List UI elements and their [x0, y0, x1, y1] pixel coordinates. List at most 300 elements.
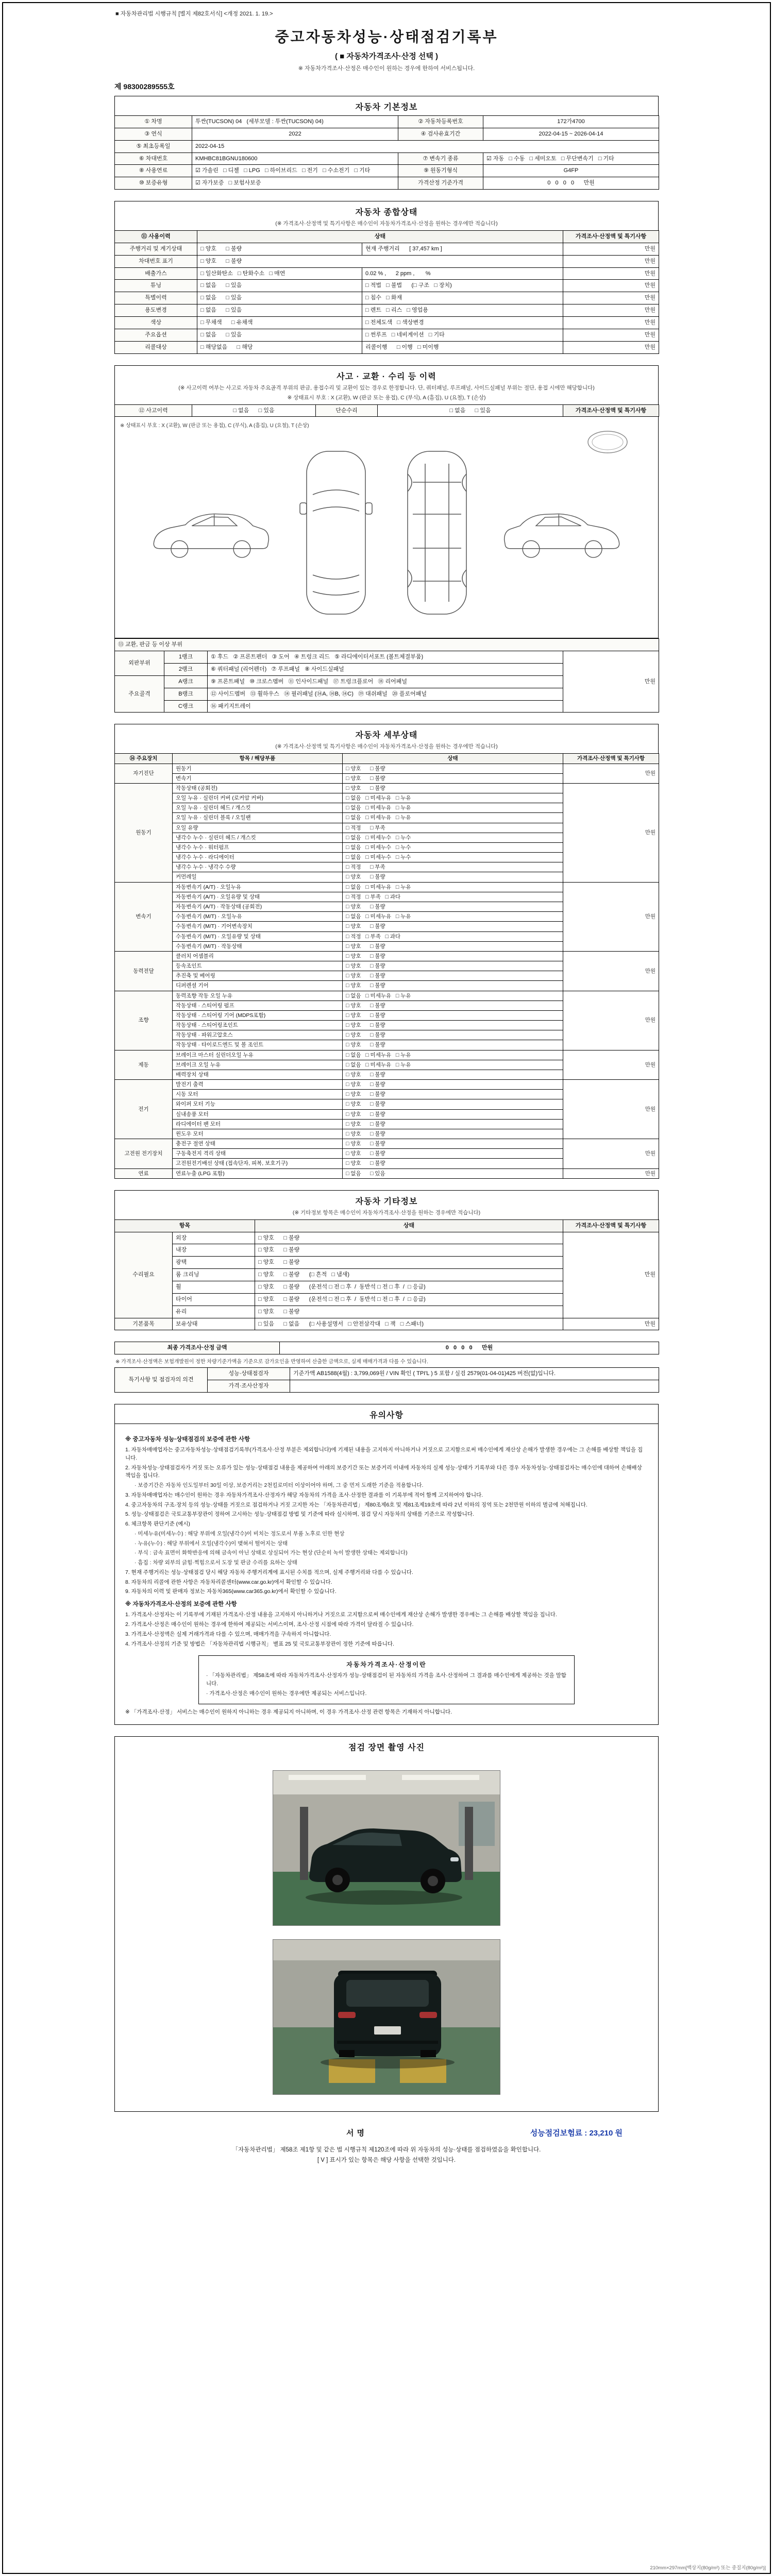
table-cell: □ 전체도색 □ 색상변경	[362, 316, 563, 329]
list-item: 2. 자동차성능·상태점검자가 거짓 또는 오류가 있는 성능·상태점검 내용을 제공하여 아래의 보증기간 또는 보증거리 이내에 자동차의 실제 성능·상태가 기록부와 다른 경우 자동차성능·상태점검자는 매수인에 대하여 손해배상 책임을 집니다.	[125, 1464, 642, 1479]
table-cell: 만원	[563, 255, 659, 267]
table-cell: ④ 검사유효기간	[398, 128, 483, 140]
list-item: 3. 자동차매매업자는 매수인이 원하는 경우 자동차가격조사·산정자가 해당 자동차의 가격을 조사·산정한 결과를 이 기록부에 적어 함께 고지하여야 합니다.	[125, 1492, 483, 1498]
accident-note-2: ※ 상태표시 부호 : X (교환), W (판금 또는 용접), C (부식), A (흠집), U (요철), T (손상)	[287, 394, 486, 401]
accident-title-bar	[114, 365, 659, 404]
section-detail-state	[114, 724, 659, 1178]
table-cell: 타이어	[173, 1293, 255, 1306]
table-cell: 연료누출 (LPG 포함)	[173, 1168, 343, 1178]
table-row	[115, 255, 659, 267]
table-cell: □ 없음 □ 미세누유 □ 누유	[343, 991, 563, 1001]
table-cell: □ 없음 □ 미세누수 □ 누수	[343, 853, 563, 862]
table-cell: 동력전달	[115, 951, 173, 991]
final-price-label: 최종 가격조사·산정 금액	[115, 1342, 280, 1354]
table-cell: 냉각수 누수 · 냉각수 수량	[173, 862, 343, 872]
final-price-table	[114, 1342, 659, 1354]
table-cell: □ 양호 □ 불량	[343, 1139, 563, 1149]
table-cell: □ 없음 □ 미세누유 □ 누유	[343, 882, 563, 892]
car-side-right-diagram	[499, 497, 628, 569]
table-row	[115, 991, 659, 1001]
overall-title-bar	[114, 201, 659, 230]
table-cell: □ 해당없음 □ 해당	[197, 341, 362, 353]
table-row	[115, 951, 659, 961]
table-cell: □ 없음 □ 있음	[197, 292, 362, 304]
table-cell: 만원	[563, 243, 659, 255]
table-cell: □ 양호 □ 불량	[343, 971, 563, 981]
table-cell: □ 양호 □ 불량	[343, 1030, 563, 1040]
engine-type-value: G4FP	[483, 165, 659, 177]
photos-area	[114, 1756, 659, 2112]
table-cell: □ 양호 □ 불량	[255, 1244, 563, 1257]
section-overall-state	[114, 201, 659, 353]
warranty-options: ☑ 자가보증 □ 보험사보증	[192, 177, 398, 190]
table-cell: □ 양호 □ 불량 (□ 흔적 □ 냄새)	[255, 1269, 563, 1281]
table-cell: □ 양호 □ 불량	[343, 764, 563, 773]
table-cell: ⑧ 사용연료	[115, 165, 192, 177]
inspection-insurance-fee: 성능점검보험료 : 23,210 원	[530, 2129, 623, 2138]
table-cell: 작동상태 · 파워고압호스	[173, 1030, 343, 1040]
table-cell: 작동상태 · 스티어링조인트	[173, 1021, 343, 1030]
table-cell: □ 양호 □ 불량	[343, 1119, 563, 1129]
table-cell: 자동변속기 (A/T) · 오일누유	[173, 882, 343, 892]
inspection-photo-rear	[273, 1939, 500, 2095]
table-row	[115, 1232, 659, 1244]
section-basic-info	[114, 96, 659, 190]
table-cell: □ 없음 □ 있음	[197, 304, 362, 317]
model-year-value: 2022	[192, 128, 398, 140]
table-cell: □ 양호 □ 불량	[343, 1001, 563, 1010]
table-cell: 리콜대상	[115, 341, 197, 353]
table-cell: 구동축전지 격리 상태	[173, 1149, 343, 1159]
table-cell: □ 양호 □ 불량	[343, 1109, 563, 1119]
table-row	[115, 783, 659, 793]
table-cell: 휠	[173, 1281, 255, 1294]
inspection-period-value: 2022-04-15 ~ 2026-04-14	[483, 128, 659, 140]
table-cell: C랭크	[164, 700, 208, 713]
table-cell: 등속조인트	[173, 961, 343, 971]
table-cell: 리콜이행 □ 이행 □ 미이행	[362, 341, 563, 353]
table-cell: 가격조사·산정액 및 특기사항	[563, 404, 659, 417]
table-cell: 만원	[563, 267, 659, 280]
table-cell: 단순수리	[316, 404, 378, 417]
table-cell: 만원	[563, 783, 659, 882]
table-row	[115, 165, 659, 177]
base-price-value: 0 0 0 0 만원	[483, 177, 659, 190]
plate-label: ② 자동차등록번호	[398, 116, 483, 128]
table-cell: ③ 연식	[115, 128, 192, 140]
table-cell: 작동상태 (공회전)	[173, 783, 343, 793]
overall-state-table	[114, 230, 659, 353]
table-cell: 변속기	[173, 773, 343, 783]
table-cell: 만원	[563, 1232, 659, 1318]
list-item: · 보증기간은 자동차 인도일부터 30일 이상, 보증거리는 2천킬로미터 이상이어야 하며, 그 중 먼저 도래한 기준을 적용합니다.	[135, 1482, 424, 1489]
table-cell: □ 침수 □ 화재	[362, 292, 563, 304]
table-cell: 색상	[115, 316, 197, 329]
detail-note: (※ 가격조사·산정액 및 특기사항은 매수인이 자동차가격조사·산정을 원하는 경우에만 적습니다)	[275, 743, 498, 750]
table-cell: □ 양호 □ 불량	[255, 1257, 563, 1269]
table-cell: □ 양호 □ 불량	[343, 1080, 563, 1090]
notice-title-bar	[114, 1404, 659, 1423]
table-cell: 내장	[173, 1244, 255, 1257]
definition-box-title: 자동차가격조사·산정이란	[346, 1661, 427, 1669]
list-item: 2. 가격조사·산정은 매수인이 원하는 경우에 한하여 제공되는 서비스이며, 조사·산정 시점에 따라 가격이 달라질 수 있습니다.	[125, 1621, 414, 1628]
table-cell: 발전기 출력	[173, 1080, 343, 1090]
table-cell: □ 없음 □ 미세누유 □ 누유	[343, 793, 563, 803]
table-cell: 냉각수 누수 · 워터펌프	[173, 842, 343, 852]
detail-title: 자동차 세부상태	[355, 731, 418, 740]
table-cell: 만원	[563, 1139, 659, 1169]
table-cell: □ 없음 □ 미세누수 □ 누수	[343, 842, 563, 852]
overall-title: 자동차 종합상태	[355, 208, 418, 217]
table-cell: 커먼레일	[173, 872, 343, 882]
table-cell: 만원	[563, 329, 659, 341]
table-row	[115, 316, 659, 329]
table-cell: □ 양호 □ 불량	[343, 1129, 563, 1139]
table-cell: 와이퍼 모터 기능	[173, 1099, 343, 1109]
table-cell: □ 없음 □ 미세누유 □ 누유	[343, 1050, 563, 1060]
list-item: 4. 가격조사·산정의 기준 및 방법은 「자동차관리법 시행규칙」 별표 25 및 국토교통부장관이 정한 기준에 따릅니다.	[125, 1640, 394, 1647]
table-cell: 냉각수 누수 · 라디에이터	[173, 853, 343, 862]
list-item: · 흠집 : 차량 외부의 긁힘·찍힘으로서 도장 및 판금 수리를 요하는 상태	[135, 1560, 297, 1566]
inspection-photo-front	[273, 1770, 500, 1926]
table-cell: 냉각수 누수 · 실린더 헤드 / 개스킷	[173, 833, 343, 842]
table-row	[115, 243, 659, 255]
table-cell: □ 양호 □ 불량	[343, 1090, 563, 1099]
table-cell: □ 없음 □ 있음	[378, 404, 563, 417]
table-cell: □ 양호 □ 불량	[343, 1021, 563, 1030]
table-cell: 변속기	[115, 882, 173, 951]
table-cell: B랭크	[164, 688, 208, 700]
signature-label: 서명	[346, 2129, 367, 2138]
table-cell: ⑤ 최초등록일	[115, 140, 192, 152]
table-cell: 만원	[563, 1168, 659, 1178]
table-cell: 브레이크 오일 누유	[173, 1060, 343, 1070]
transmission-options: ☑ 자동 □ 수동 □ 세미오토 □ 무단변속기 □ 기타	[483, 152, 659, 165]
section-inspection-photos	[114, 1736, 659, 2112]
table-row	[115, 304, 659, 317]
table-row	[115, 177, 659, 190]
table-cell: 클러치 어셈블리	[173, 951, 343, 961]
table-cell: 작동상태 · 타이로드엔드 및 볼 조인트	[173, 1040, 343, 1050]
accident-flag-table	[114, 404, 659, 417]
table-cell: ⑩ 보증유형	[115, 177, 192, 190]
table-row	[115, 140, 659, 152]
table-cell: 수동변속기 (M/T) · 기어변속장치	[173, 922, 343, 931]
table-cell: 주요골격	[115, 675, 164, 713]
basic-info-title: 자동차 기본정보	[355, 103, 418, 112]
table-cell: ⑯ 패키지트레이	[208, 700, 563, 713]
table-cell: 만원	[563, 316, 659, 329]
table-row	[115, 639, 659, 651]
list-item: 9. 자동차의 이력 및 판매자 정보는 자동차365(www.car365.go.kr)에서 확인할 수 있습니다.	[125, 1588, 337, 1595]
photos-title-bar	[114, 1736, 659, 1756]
table-cell: ⑫ 사이드멤버 ⑬ 휠하우스 ⑭ 필러패널 (⑭A, ⑭B, ⑭C) ⑲ 대쉬패널 ⑳ 플로어패널	[208, 688, 563, 700]
table-cell: 수동변속기 (M/T) · 오일누유	[173, 912, 343, 922]
section-accident-history	[114, 365, 659, 713]
table-cell: 만원	[563, 764, 659, 783]
table-cell: 자동변속기 (A/T) · 작동상태 (공회전)	[173, 902, 343, 911]
table-row	[115, 764, 659, 773]
table-cell: 만원	[563, 1318, 659, 1330]
table-cell: □ 렌트 □ 리스 □ 영업용	[362, 304, 563, 317]
table-cell: 외장	[173, 1232, 255, 1244]
table-cell: □ 양호 □ 불량	[197, 243, 362, 255]
table-cell: 배력장치 상태	[173, 1070, 343, 1079]
signature-row	[130, 2127, 643, 2138]
table-cell: 특기사항 및 점검자의 의견	[115, 1368, 208, 1393]
table-row	[115, 280, 659, 292]
table-cell: □ 양호 □ 불량	[255, 1232, 563, 1244]
emission-values: 0.02 % , 2 ppm , %	[362, 267, 563, 280]
car-side-left-diagram	[145, 497, 274, 569]
table-cell: 오일 누유 · 실린더 커버 (로커암 커버)	[173, 793, 343, 803]
table-cell: 전기	[115, 1080, 173, 1139]
table-cell: 충전구 절연 상태	[173, 1139, 343, 1149]
table-row	[115, 1368, 659, 1380]
table-cell: 가격조사·산정액 및 특기사항	[563, 231, 659, 243]
list-item: 7. 현재 주행거리는 성능·상태점검 당시 해당 자동차 주행거리계에 표시된 수치를 적으며, 실제 주행거리와 다를 수 있습니다.	[125, 1569, 413, 1575]
table-row	[115, 329, 659, 341]
table-cell: 항목	[115, 1219, 255, 1232]
table-cell: 차대번호 표기	[115, 255, 197, 267]
table-row	[115, 128, 659, 140]
accident-note-1: (※ 사고이력 여부는 사고로 자동차 주요골격 부위의 판금, 용접수리 및 교환이 있는 경우로 한정합니다. 단, 쿼터패널, 루프패널, 사이드실패널 부위는 절단, 용접 시에만 해당합니다)	[178, 384, 595, 391]
accident-title: 사고 · 교환 · 수리 등 이력	[337, 372, 436, 381]
final-price-value: 0 0 0 0 만원	[280, 1342, 659, 1354]
table-row	[115, 1168, 659, 1178]
table-cell: 가격조사·산정액 및 특기사항	[563, 754, 659, 764]
vin-value: KMHBC81BGNU180600	[192, 152, 398, 165]
table-cell: 만원	[563, 991, 659, 1050]
table-cell: 원동기	[115, 783, 173, 882]
table-cell: □ 양호 □ 불량	[343, 922, 563, 931]
table-cell: 튜닝	[115, 280, 197, 292]
table-row	[115, 1050, 659, 1060]
basic-info-table	[114, 115, 659, 190]
notice-list-1	[125, 1446, 648, 1596]
table-cell: 유리	[173, 1306, 255, 1318]
table-cell: □ 양호 □ 불량 (운전석 □ 전 □ 후 / 동반석 □ 전 □ 후 / □ 응급)	[255, 1281, 563, 1294]
table-cell: ⑥ 쿼터패널 (리어펜더) ⑦ 루프패널 ⑧ 사이드실패널	[208, 664, 563, 676]
final-price-note: ※ 가격조사·산정액은 보험개발원이 정한 차량기준가액을 기준으로 감가요인을 반영하여 산출한 금액으로, 실제 매매가격과 다를 수 있습니다.	[115, 1359, 428, 1365]
table-cell: ① 후드 ② 프론트펜더 ③ 도어 ④ 트렁크 리드 ⑤ 라디에이터서포트 (볼트체결부품)	[208, 651, 563, 664]
table-cell: □ 양호 □ 불량	[343, 773, 563, 783]
table-cell: 만원	[563, 1080, 659, 1139]
table-cell: □ 없음 □ 있음	[197, 280, 362, 292]
table-cell: □ 양호 □ 불량	[343, 1159, 563, 1168]
table-cell	[290, 1380, 659, 1393]
table-cell: 가격산정 기준가격	[398, 177, 483, 190]
table-cell: 디퍼렌셜 기어	[173, 981, 343, 991]
inspector-remark: 기준가액 AB1588(4월) : 3,799,069원 / VIN 확인 ( TPI'L ) 5 포함 / 실검 2579(01-04-01)425 버전(없)입니다.	[290, 1368, 659, 1380]
list-item: · 미세누유(미세누수) : 해당 부위에 오일(냉각수)이 비치는 정도로서 부품 노후로 인한 현상	[135, 1530, 345, 1537]
diagram-legend-note: ※ 상태표시 부호 : X (교환), W (판금 또는 용접), C (부식), A (흠집), U (요철), T (손상)	[120, 423, 309, 429]
table-cell: 1랭크	[164, 651, 208, 664]
table-cell: 만원	[563, 951, 659, 991]
table-cell: □ 양호 □ 불량	[343, 1149, 563, 1159]
table-cell: □ 없음 □ 있음	[197, 329, 362, 341]
basic-info-title-bar	[114, 96, 659, 115]
table-cell: 윈도우 모터	[173, 1129, 343, 1139]
table-cell: □ 양호 □ 불량	[343, 951, 563, 961]
table-cell: □ 양호 □ 불량	[343, 961, 563, 971]
table-cell: ⑭ 주요장치	[115, 754, 173, 764]
table-cell: □ 적정 □ 부족 □ 과다	[343, 892, 563, 902]
list-item: 4. 중고자동차의 구조·장치 등의 성능·상태를 거짓으로 점검하거나 거짓 고지한 자는 「자동차관리법」 제80조제6호 및 제81조제19호에 따라 2년 이하의 징역 또는 2천만원 이하의 벌금에 처해집니다.	[125, 1501, 587, 1508]
table-cell: 용도변경	[115, 304, 197, 317]
table-cell: □ 없음 □ 미세누유 □ 누유	[343, 803, 563, 813]
table-cell: □ 없음 □ 있음	[343, 1168, 563, 1178]
table-cell: 만원	[563, 1050, 659, 1080]
table-cell: □ 양호 □ 불량	[343, 783, 563, 793]
section-notice	[114, 1404, 659, 1725]
table-cell: 라디에이터 팬 모터	[173, 1119, 343, 1129]
table-row	[115, 341, 659, 353]
table-cell: 2랭크	[164, 664, 208, 676]
photo-front-quarter-view	[273, 1771, 500, 1925]
table-cell: 만원	[563, 280, 659, 292]
table-row	[115, 882, 659, 892]
table-cell: □ 일산화탄소 □ 탄화수소 □ 매연	[197, 267, 362, 280]
table-cell: ⑨ 프론트패널 ⑩ 크로스멤버 ⑪ 인사이드패널 ⑰ 트렁크플로어 ⑱ 리어패널	[208, 675, 563, 688]
table-cell: 배출가스	[115, 267, 197, 280]
document-page	[114, 0, 659, 2166]
table-row	[115, 651, 659, 664]
list-item: · 가격조사·산정은 매수인이 원하는 경우에만 제공되는 서비스입니다.	[206, 1690, 367, 1697]
remark-table	[114, 1367, 659, 1393]
table-cell: 원동기	[173, 764, 343, 773]
accident-rank-table	[114, 638, 659, 713]
table-cell: 성능·상태점검자	[208, 1368, 290, 1380]
table-cell: □ 있음 □ 없음 (□ 사용설명서 □ 안전삼각대 □ 잭 □ 스패너)	[255, 1318, 563, 1330]
table-row	[115, 1219, 659, 1232]
table-cell: 작동상태 · 스티어링 기어 (MDPS포함)	[173, 1010, 343, 1020]
photo-rear-view	[273, 1940, 500, 2094]
list-item: 1. 자동차매매업자는 중고자동차성능·상태점검기록부(가격조사·산정 부분은 제외합니다)에 기재된 내용을 고지하지 아니하거나 거짓으로 고지함으로써 매수인에게 재산상 손해가 발생한 경우에는 그 손해를 배상할 책임을 집니다.	[125, 1447, 643, 1461]
table-cell: 만원	[563, 292, 659, 304]
table-cell: □ 없음 □ 있음	[192, 404, 316, 417]
table-row	[115, 1342, 659, 1354]
car-underbody-diagram	[398, 445, 476, 620]
table-row	[115, 267, 659, 280]
table-cell: 오일 누유 · 실린더 헤드 / 개스킷	[173, 803, 343, 813]
fuel-options: ☑ 가솔린 □ 디젤 □ LPG □ 하이브리드 □ 전기 □ 수소전기 □ 기타	[192, 165, 398, 177]
price-assessment-definition-box	[198, 1655, 575, 1704]
table-cell: ⑫ 사고이력	[115, 404, 192, 417]
page-subtitle: ( ■ 자동차가격조사·산정 선택 )	[334, 52, 439, 61]
section-misc-info	[114, 1190, 659, 1331]
detail-title-bar	[114, 724, 659, 753]
table-cell: □ 양호 □ 불량	[197, 255, 563, 267]
legal-line-2: [ V ] 표시가 있는 항목은 해당 사항을 선택한 것입니다.	[317, 2157, 456, 2163]
table-cell: A랭크	[164, 675, 208, 688]
table-cell: 외판부위	[115, 651, 164, 676]
first-registration-value: 2022-04-15	[192, 140, 659, 152]
table-cell: 특별이력	[115, 292, 197, 304]
table-cell: □ 없음 □ 미세누유 □ 누유	[343, 813, 563, 823]
detail-state-table	[114, 753, 659, 1178]
misc-title: 자동차 기타정보	[355, 1197, 418, 1206]
table-cell: 수동변속기 (M/T) · 오일유량 및 상태	[173, 931, 343, 941]
misc-info-table	[114, 1219, 659, 1331]
inspection-stamp-icon	[586, 429, 629, 455]
table-cell: 수동변속기 (M/T) · 작동상태	[173, 941, 343, 951]
table-cell: 조향	[115, 991, 173, 1050]
table-row	[115, 1139, 659, 1149]
table-cell: ⑥ 차대번호	[115, 152, 192, 165]
document-number: 제 98300289555호	[114, 82, 175, 91]
table-cell: □ 양호 □ 불량	[343, 1040, 563, 1050]
legal-confirmation	[114, 2145, 659, 2165]
car-damage-diagram-box	[114, 417, 659, 638]
car-top-view-diagram	[297, 445, 375, 620]
misc-note: (※ 기타정보 항목은 매수인이 자동차가격조사·산정을 원하는 경우에만 적습니다)	[292, 1209, 481, 1216]
page-title: 중고자동차성능·상태점검기록부	[275, 29, 498, 45]
table-cell: 오일 누유 · 실린더 블록 / 오일팬	[173, 813, 343, 823]
table-cell: □ 썬루프 □ 네비게이션 □ 기타	[362, 329, 563, 341]
list-item: · 「자동차관리법」 제58조에 따라 자동차가격조사·산정자가 성능·상태점검이 된 자동차의 가격을 조사·산정하여 그 결과를 매수인에게 제공하는 것을 말합니다.	[206, 1672, 566, 1687]
table-cell: □ 양호 □ 불량	[343, 941, 563, 951]
table-cell: 가격조사·산정액 및 특기사항	[563, 1219, 659, 1232]
plate-value: 172가4700	[483, 116, 659, 128]
table-cell: 시동 모터	[173, 1090, 343, 1099]
notice-section1-title: ※ 중고자동차 성능·상태점검의 보증에 관한 사항	[125, 1436, 250, 1443]
table-cell: □ 양호 □ 불량	[343, 902, 563, 911]
table-row	[115, 404, 659, 417]
table-cell: □ 양호 □ 불량	[343, 1099, 563, 1109]
table-cell: 작동상태 · 스티어링 펌프	[173, 1001, 343, 1010]
section-final-price	[114, 1342, 659, 1393]
table-cell: □ 양호 □ 불량	[343, 1010, 563, 1020]
table-cell: 추진축 및 베어링	[173, 971, 343, 981]
table-cell: □ 적법 □ 불법 (□ 구조 □ 장치)	[362, 280, 563, 292]
table-cell: 항목 / 해당부품	[173, 754, 343, 764]
table-cell: 자동변속기 (A/T) · 오일유량 및 상태	[173, 892, 343, 902]
table-cell: □ 없음 □ 미세누유 □ 누유	[343, 1060, 563, 1070]
table-cell: 상태	[343, 754, 563, 764]
notice-body	[114, 1423, 659, 1725]
table-cell: 오일 유량	[173, 823, 343, 833]
notice-title: 유의사항	[369, 1411, 404, 1420]
table-cell: 주행거리 및 계기상태	[115, 243, 197, 255]
table-cell: □ 양호 □ 불량	[343, 981, 563, 991]
table-cell: 브레이크 마스터 실린더오일 누유	[173, 1050, 343, 1060]
table-cell: □ 적정 □ 부족 □ 과다	[343, 931, 563, 941]
table-cell: 동력조향 작동 오일 누유	[173, 991, 343, 1001]
table-cell: □ 무채색 □ 유채색	[197, 316, 362, 329]
table-cell: 만원	[563, 341, 659, 353]
table-cell: □ 적정 □ 부족	[343, 862, 563, 872]
page-subnote: ※ 자동차가격조사·산정은 매수인이 원하는 경우에 한하여 서비스됩니다.	[298, 65, 475, 72]
table-cell: 실내송풍 모터	[173, 1109, 343, 1119]
paper-size-note: 210mm×297mm[백상지(80g/m²) 또는 중질지(80g/m²)]	[650, 2565, 766, 2571]
table-cell: □ 양호 □ 불량	[343, 1070, 563, 1079]
list-item: 3. 가격조사·산정액은 실제 거래가격과 다를 수 있으며, 매매가격을 구속하지 아니합니다.	[125, 1631, 331, 1637]
table-cell: 만원	[563, 882, 659, 951]
photos-title: 점검 장면 촬영 사진	[348, 1743, 425, 1753]
table-row	[115, 1080, 659, 1090]
list-item: 1. 가격조사·산정자는 이 기록부에 기재된 가격조사·산정 내용을 고지하지 아니하거나 거짓으로 고지함으로써 매수인에게 재산상 손해가 발생한 경우에는 그 손해를 배상할 책임을 집니다.	[125, 1612, 557, 1618]
table-row	[115, 292, 659, 304]
notice-footnote: ※ 「가격조사·산정」 서비스는 매수인이 원하지 아니하는 경우 제공되지 아니하며, 이 경우 가격조사·산정 관련 항목은 기재하지 아니합니다.	[125, 1708, 452, 1715]
table-row	[115, 754, 659, 764]
car-name-label: ① 차명	[115, 116, 192, 128]
odometer-value: 현재 주행거리 [ 37,457 km ]	[362, 243, 563, 255]
legal-line-1: 「자동차관리법」 제58조 제1항 및 같은 법 시행규칙 제120조에 따라 위 자동차의 성능·상태를 점검하였음을 확인합니다.	[232, 2147, 541, 2154]
list-item: 6. 체크항목 판단기준 (예시)	[125, 1521, 190, 1528]
table-cell: 제동	[115, 1050, 173, 1080]
table-row	[115, 1318, 659, 1330]
